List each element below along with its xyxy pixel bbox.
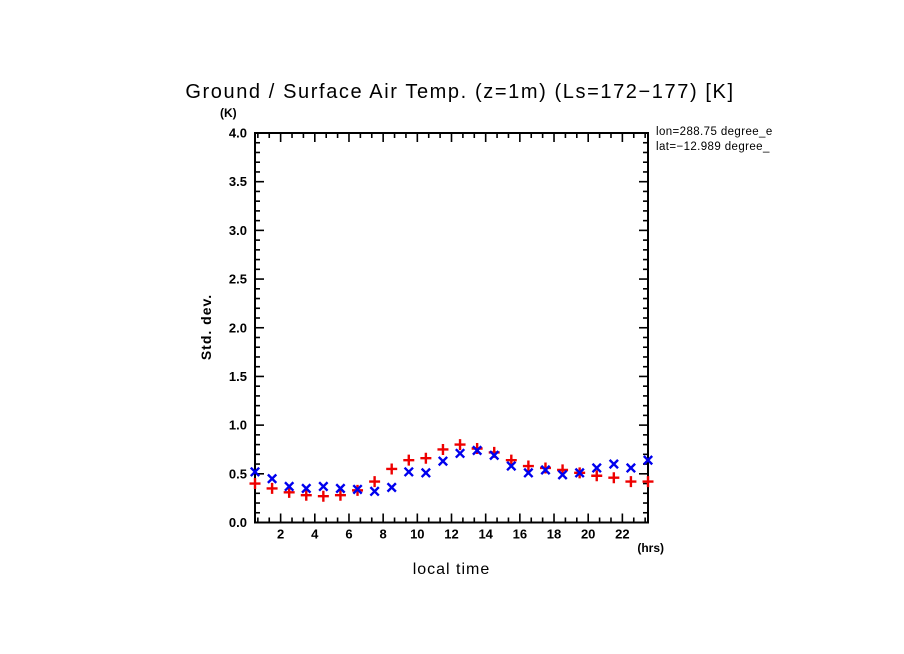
x-tick-label: 8	[379, 526, 387, 542]
chart-title: Ground / Surface Air Temp. (z=1m) (Ls=172−177) [K]	[185, 81, 735, 103]
y-tick-label: 0.0	[228, 515, 247, 530]
blue-x-marker	[456, 449, 464, 457]
x-tick-label: 2	[277, 526, 285, 542]
y-tick-label: 3.0	[228, 222, 247, 238]
x-tick-label: 22	[615, 526, 630, 542]
blue-x-marker	[319, 482, 327, 490]
red-plus-marker	[267, 483, 278, 494]
axis-box	[255, 133, 648, 523]
blue-x-marker	[405, 468, 413, 476]
y-tick-label: 1.0	[228, 417, 247, 433]
blue-x-marker	[370, 487, 378, 495]
red-plus-marker	[284, 487, 295, 498]
longitude-annotation: lon=288.75 degree_e	[656, 126, 773, 138]
red-plus-marker	[369, 476, 380, 487]
x-axis-unit: (hrs)	[637, 541, 664, 555]
x-tick-label: 12	[444, 526, 459, 542]
y-tick-label: 4.0	[228, 125, 247, 141]
red-plus-marker	[437, 444, 448, 455]
red-plus-marker	[455, 439, 466, 450]
y-tick-label: 3.5	[228, 174, 247, 190]
y-tick-label: 0.5	[228, 466, 247, 482]
red-plus-marker	[403, 455, 414, 466]
red-plus-marker	[643, 476, 654, 487]
blue-x-marker	[627, 464, 635, 472]
blue-x-marker	[439, 457, 447, 465]
red-plus-marker	[608, 472, 619, 483]
red-plus-marker	[420, 453, 431, 464]
x-tick-label: 18	[546, 526, 562, 542]
y-tick-label: 2.0	[228, 320, 247, 336]
latitude-annotation: lat=−12.989 degree_	[656, 141, 770, 153]
blue-x-marker	[387, 483, 395, 491]
x-axis-label: local time	[412, 561, 491, 578]
red-plus-marker	[386, 463, 397, 474]
x-tick-label: 16	[512, 526, 528, 542]
x-tick-label: 10	[410, 526, 425, 542]
red-plus-marker	[472, 443, 483, 454]
red-plus-marker	[540, 462, 551, 473]
x-tick-label: 20	[580, 526, 596, 542]
y-axis-label: Std. dev.	[198, 293, 214, 361]
red-plus-marker	[318, 491, 329, 502]
blue-x-marker	[610, 460, 618, 468]
red-plus-marker	[506, 455, 517, 466]
blue-x-marker	[422, 469, 430, 477]
y-tick-label: 1.5	[228, 368, 247, 384]
y-tick-label: 2.5	[228, 271, 247, 287]
red-plus-marker	[625, 476, 636, 487]
y-axis-unit: (K)	[220, 106, 237, 120]
x-tick-label: 4	[311, 526, 319, 542]
red-plus-marker	[250, 478, 261, 489]
x-tick-label: 14	[478, 526, 493, 542]
blue-x-marker	[268, 474, 276, 482]
x-tick-label: 6	[345, 526, 353, 542]
